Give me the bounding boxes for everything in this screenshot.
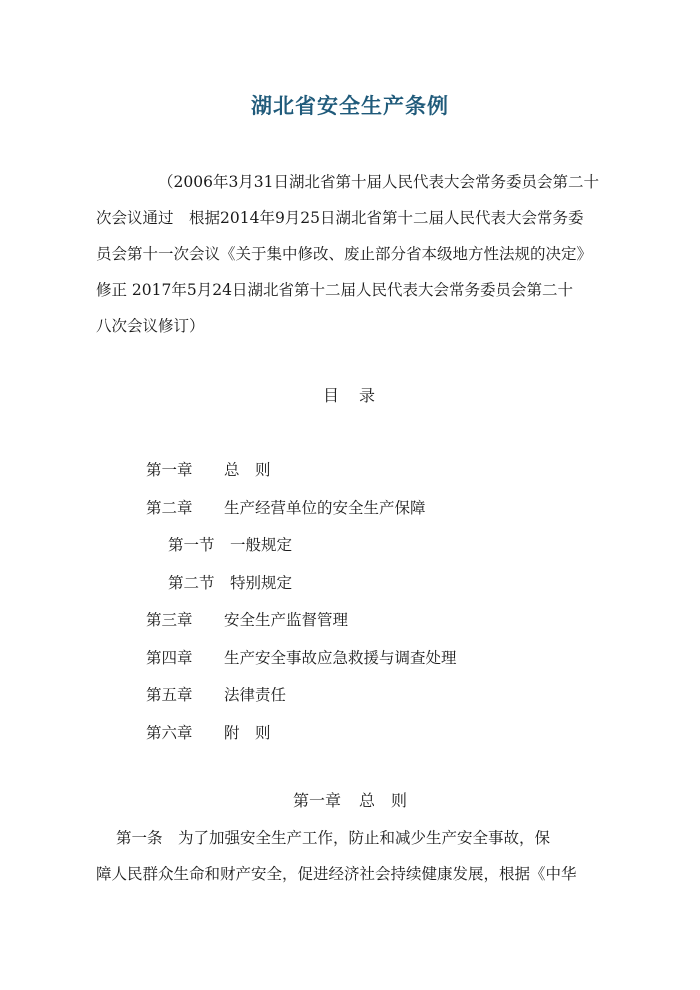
article-label: 第一条 xyxy=(116,829,163,847)
preamble-line-3: 员会第十一次会议《关于集中修改、废止部分省本级地方性法规的决定》 xyxy=(96,245,593,263)
article-line-1 xyxy=(96,820,608,856)
toc-heading: 目 录 xyxy=(322,386,377,405)
toc-number: 第六章 xyxy=(146,723,193,742)
toc-title: 生产安全事故应急救援与调查处理 xyxy=(224,648,457,667)
table-of-contents xyxy=(146,456,606,756)
toc-number: 第二章 xyxy=(146,498,193,517)
toc-title: 生产经营单位的安全生产保障 xyxy=(224,498,426,517)
toc-title: 安全生产监督管理 xyxy=(224,611,349,629)
preamble xyxy=(96,164,606,344)
toc-chapter-4 xyxy=(146,644,606,682)
article-text: 为了加强安全生产工作，防止和减少生产安全事故，保 xyxy=(178,829,551,847)
toc-title: 特别规定 xyxy=(230,573,293,592)
toc-number: 第一节 xyxy=(168,536,215,554)
toc-section-1 xyxy=(146,531,606,569)
toc-title: 总 则 xyxy=(224,461,271,479)
toc-chapter-5 xyxy=(146,681,606,719)
toc-number: 第四章 xyxy=(146,648,193,667)
preamble-line-5: 八次会议修订） xyxy=(96,317,205,335)
toc-title: 一般规定 xyxy=(230,536,293,554)
preamble-line-1: （2006年3月31日湖北省第十届人民代表大会常务委员会第二十 xyxy=(158,173,600,191)
toc-chapter-6 xyxy=(146,719,606,757)
toc-title: 法律责任 xyxy=(224,686,287,704)
preamble-line-4: 修正 2017年5月24日湖北省第十二届人民代表大会常务委员会第二十 xyxy=(96,281,573,299)
chapter-title: 总 则 xyxy=(359,791,408,810)
toc-title: 附 则 xyxy=(224,723,271,742)
chapter-number: 第一章 xyxy=(292,791,341,810)
toc-chapter-3 xyxy=(146,606,606,644)
chapter-heading xyxy=(0,788,700,811)
toc-number: 第三章 xyxy=(146,611,193,629)
toc-number: 第五章 xyxy=(146,686,193,704)
article-line-2: 障人民群众生命和财产安全，促进经济社会持续健康发展，根据《中华 xyxy=(96,865,577,883)
toc-number: 第一章 xyxy=(146,461,193,479)
toc-chapter-1 xyxy=(146,456,606,494)
article-1 xyxy=(96,820,608,892)
preamble-line-2: 次会议通过 根据2014年9月25日湖北省第十二届人民代表大会常务委 xyxy=(96,209,584,227)
toc-number: 第二节 xyxy=(168,573,215,592)
toc-section-2 xyxy=(146,569,606,607)
document-title: 湖北省安全生产条例 xyxy=(251,94,449,118)
toc-chapter-2 xyxy=(146,494,606,532)
